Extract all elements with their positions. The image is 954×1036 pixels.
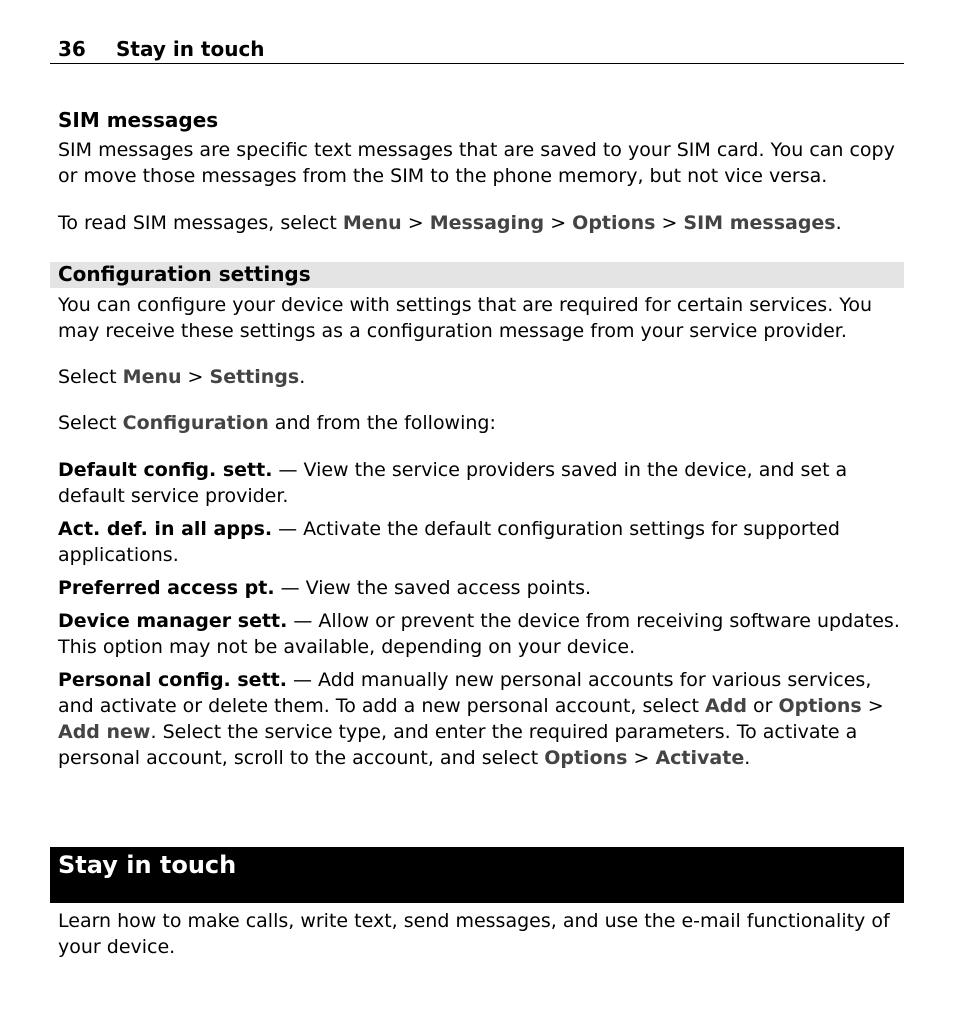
option-item: [58, 516, 903, 568]
sim-messages-heading: SIM messages: [58, 108, 219, 132]
option-item: [58, 457, 903, 509]
option-item: [58, 608, 903, 660]
stay-in-touch-section: [58, 908, 903, 960]
menu-path-item: Options: [572, 212, 656, 234]
read-prefix: To read SIM messages, select: [58, 212, 343, 234]
option-item: [58, 575, 903, 601]
options-menu-item: Options: [544, 747, 628, 769]
menu-path-item: SIM messages: [683, 212, 836, 234]
option-term: Device manager sett.: [58, 610, 288, 632]
options-menu-item: Options: [778, 695, 862, 717]
option-item-personal: Personal config. sett. — Add manually new personal accounts for various services, and activate or delete them. To add a new personal account, select Add or Options > Add new. Select the service type, and enter the required parameters. To activate a personal account, scroll to the account, and select Options > Activate.: [58, 669, 884, 769]
activate-menu-item: Activate: [655, 747, 745, 769]
menu-path-item: Menu: [342, 212, 402, 234]
menu-path-item: Settings: [209, 366, 300, 388]
stay-in-touch-heading-band: [50, 847, 904, 903]
option-desc: — View the service providers saved in the device, and set a default service provider.: [58, 459, 848, 507]
option-term: Act. def. in all apps.: [58, 518, 273, 540]
configuration-select: Select Configuration and from the following:: [58, 412, 496, 434]
configuration-menu-item: Configuration: [122, 412, 269, 434]
menu-path-item: Menu: [122, 366, 182, 388]
settings-path: Select Menu > Settings.: [58, 366, 306, 388]
option-term: Personal config. sett.: [58, 669, 287, 691]
menu-path-item: Messaging: [429, 212, 545, 234]
stay-in-touch-body: Learn how to make calls, write text, send messages, and use the e-mail functionality of your device.: [58, 910, 890, 958]
sim-messages-section: [58, 106, 903, 236]
sim-messages-body: SIM messages are specific text messages that are saved to your SIM card. You can copy or move those messages from the SIM to the phone memory, but not vice versa.: [58, 139, 895, 187]
page-number: 36: [58, 37, 86, 61]
configuration-heading: Configuration settings: [58, 262, 311, 286]
option-desc: — Activate the default configuration settings for supported applications.: [58, 518, 840, 566]
page-header: [50, 36, 904, 64]
configuration-heading-band: [50, 262, 904, 288]
option-term: Default config. sett.: [58, 459, 273, 481]
stay-in-touch-heading: Stay in touch: [58, 851, 237, 879]
add-menu-item: Add: [705, 695, 747, 717]
option-desc: — View the saved access points.: [274, 577, 592, 599]
running-title: Stay in touch: [116, 37, 265, 61]
sim-messages-path: To read SIM messages, select Menu > Messaging > Options > SIM messages.: [58, 212, 842, 234]
configuration-section: [58, 292, 903, 771]
option-desc: — Allow or prevent the device from receiving software updates. This option may not be available, depending on your device.: [58, 610, 900, 658]
add-new-menu-item: Add new: [58, 721, 151, 743]
configuration-intro: You can configure your device with settings that are required for certain services. You may receive these settings as a configuration message from your service provider.: [58, 294, 873, 342]
option-term: Preferred access pt.: [58, 577, 275, 599]
